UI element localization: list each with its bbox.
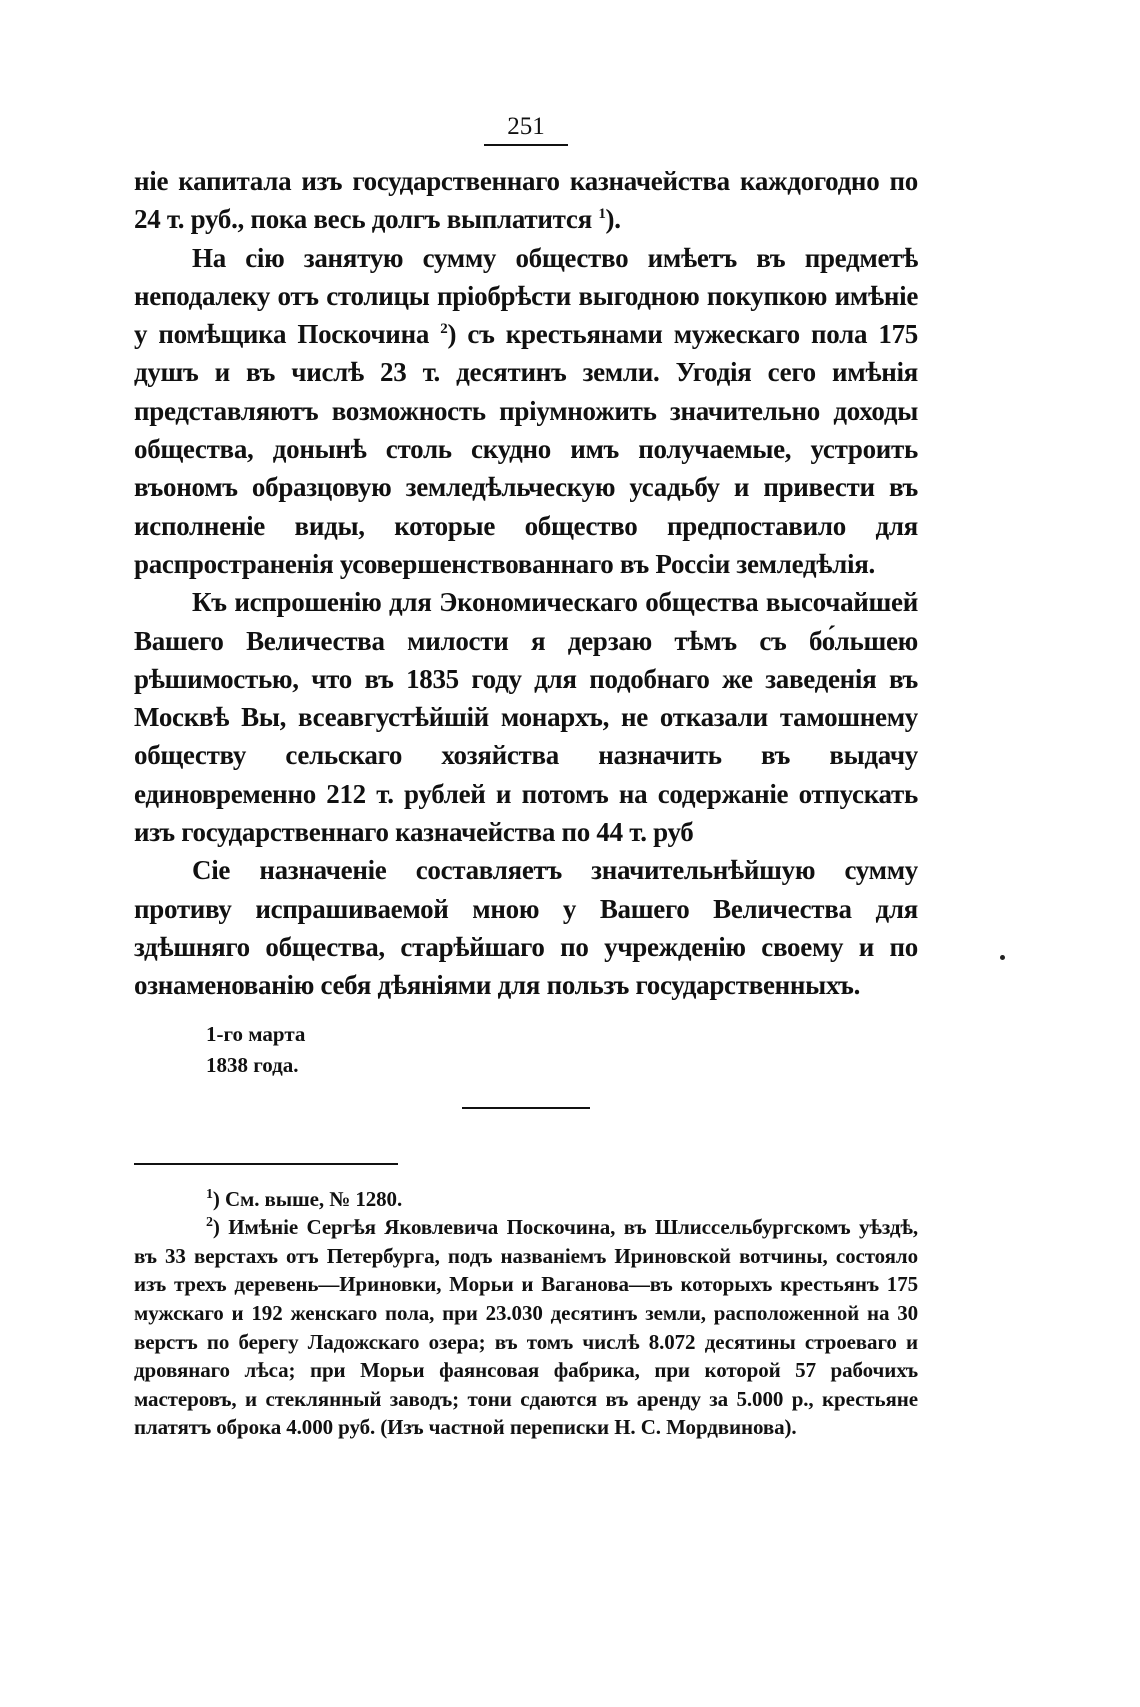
- footnote: [134, 1185, 918, 1214]
- paragraph-tail: ).: [605, 204, 621, 235]
- ink-speck: [1000, 955, 1005, 960]
- paragraph: Сіе назначеніе составляетъ значительнѣйшую сумму противу испрашиваемой мною у Вашего Величества для здѣшняго общества, старѣйшаго по учрежденію своему и по ознаменованію себя дѣяніями для пользъ государственныхъ.: [134, 855, 918, 1001]
- footnote: [134, 1213, 918, 1442]
- footnotes: [134, 1185, 918, 1442]
- section-end-rule: [462, 1107, 590, 1109]
- footnote-separator: [134, 1163, 398, 1165]
- footnote-text: ) Имѣніе Сергѣя Яковлевича Поскочина, въ Шлиссельбургскомъ уѣздѣ, въ 33 верстахъ отъ Петербурга, подъ названіемъ Ириновской вотчины, состояло изъ трехъ деревень—Ириновки, Морьи и Ваганова—въ которыхъ крестьянъ 175 мужскаго и 192 женскаго пола, при 23.030 десятинъ земли, расположенной на 30 верстъ по берегу Ладожскаго озера; въ томъ числѣ 8.072 десятины строеваго и дровянаго лѣса; при Морьи фаянсовая фабрика, при которой 57 рабочихъ мастеровъ, и стеклянный заводъ; тони сдаются въ аренду за 5.000 р., крестьяне платятъ оброка 4.000 руб. (Изъ частной переписки Н. С. Мордвинова).: [134, 1215, 918, 1440]
- date-block: [206, 1019, 918, 1081]
- paragraph: Къ испрошенію для Экономическаго общества высочайшей Вашего Величества милости я дерзаю тѣмъ съ бо́льшею рѣшимостью, что въ 1835 году для подобнаго же заведенія въ Москвѣ Вы, всеавгустѣйшій монархъ, не отказали тамошнему обществу сельскаго хозяйства назначить въ выдачу единовременно 212 т. рублей и потомъ на содержаніе отпускать изъ государственнаго казначейства по 44 т. руб: [134, 587, 918, 848]
- paragraph-tail: ) съ крестьянами мужескаго пола 175 душъ и въ числѣ 23 т. десятинъ земли. Угодія сего имѣнія представляютъ возможность пріумножить значительно доходы общества, донынѣ столь скудно имъ получаемые, устроить въономъ образцовую земледѣльческую усадьбу и привести въ исполненіе виды, которые общество предпоставило для распространенія усовершенствованнаго въ Россіи земледѣлія.: [134, 319, 918, 579]
- page-number-rule: [484, 144, 568, 146]
- main-text: [134, 162, 918, 1005]
- date-day: 1-го марта: [206, 1021, 306, 1046]
- footnote-mark: 2: [206, 1215, 213, 1231]
- paragraph-text: ніе капитала изъ государственнаго казначейства каждогодно по 24 т. руб., пока весь долгъ выплатится: [134, 166, 918, 235]
- footnote-ref: 1: [598, 206, 606, 223]
- date-year: 1838 года.: [206, 1052, 299, 1077]
- paragraph: [134, 239, 918, 584]
- footnote-ref: 2: [440, 321, 448, 338]
- paragraph-continuation: [134, 162, 918, 239]
- footnote-text: ) См. выше, № 1280.: [212, 1186, 403, 1211]
- paragraph-text: На сію занятую сумму общество имѣетъ въ предметѣ неподалеку отъ столицы пріобрѣсти выгодною покупкою имѣніе у помѣщика Поскочина: [134, 242, 918, 350]
- page-number: 251: [507, 113, 545, 140]
- document-page: [134, 112, 918, 1442]
- footnote-mark: 1: [206, 1186, 213, 1202]
